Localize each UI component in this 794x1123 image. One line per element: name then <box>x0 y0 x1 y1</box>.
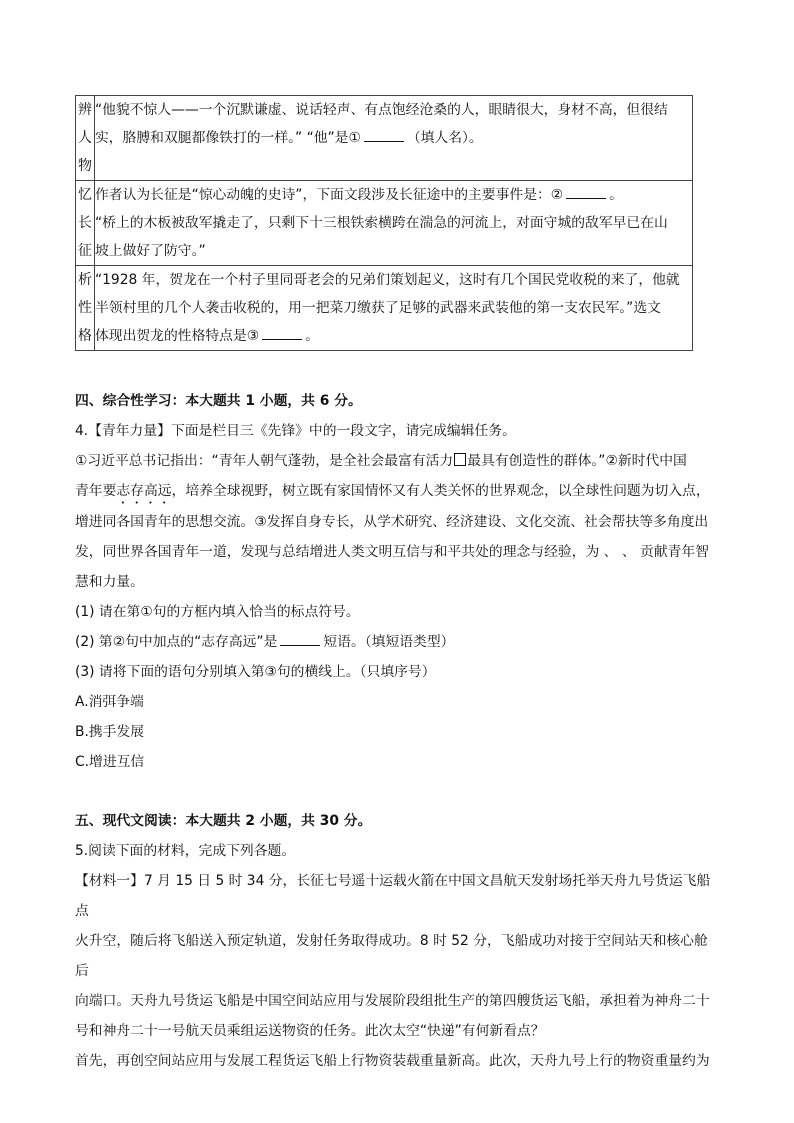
paragraph-line: 向端口。天舟九号货运飞船是中国空间站应用与发展阶段组批生产的第四艘货运飞船，承担着为神舟二十 <box>75 993 710 1009</box>
info-table <box>75 95 693 351</box>
answer-blank[interactable] <box>280 631 320 646</box>
option-c: C.增进互信 <box>75 754 145 770</box>
answer-blank[interactable] <box>364 127 404 142</box>
row-label: 忆 长 征 <box>76 181 95 266</box>
paragraph-line: 慧和力量。 <box>75 574 144 590</box>
sub-question: (3) 请将下面的语句分别填入第③句的横线上。（只填序号） <box>75 664 436 680</box>
paragraph-line: 发，同世界各国青年一道，发现与总结增进人类文明互信与和平共处的理念与经验，为 、 、 贡献青年智 <box>75 544 710 560</box>
paragraph-line: 增进同各国青年的思想交流。③发挥自身专长，从学术研究、经济建设、文化交流、社会帮扶等多角度出 <box>75 514 709 530</box>
paragraph-line: 【材料一】7 月 15 日 5 时 34 分，长征七号遥十运载火箭在中国文昌航天发射场托举天舟九号货运飞船点 <box>75 873 711 919</box>
section-5 <box>75 806 720 1076</box>
sub-question: (2) 第②句中加点的“志存高远”是 短语。（填短语类型） <box>75 627 720 657</box>
paragraph-line: 号和神舟二十一号航天员乘组运送物资的任务。此次太空“快递”有何新看点？ <box>75 1023 545 1039</box>
table-row <box>76 266 693 351</box>
row-label: 辨 人 物 <box>76 96 95 181</box>
paragraph-line: ①习近平总书记指出：“青年人朝气蓬勃，是全社会最富有活力 最具有创造性的群体。”②新时代中国 <box>75 453 687 469</box>
row-content: “1928 年，贺龙在一个村子里同哥老会的兄弟们策划起义，这时有几个国民党收税的来了，他就 半领村里的几个人袭击收税的，用一把菜刀缴获了足够的武器来武装他的第一支农民军。”选文 体现出贺龙的性格特点是③ 。 <box>95 266 693 351</box>
section-heading: 四、综合性学习：本大题共 1 小题，共 6 分。 <box>75 393 362 409</box>
row-content: “他貌不惊人——一个沉默谦虚、说话轻声、有点饱经沧桑的人，眼睛很大，身材不高，但很结 实，胳膊和双腿都像铁打的一样。” “他”是① （填人名）。 <box>95 96 693 181</box>
paragraph-line: 首先，再创空间站应用与发展工程货运飞船上行物资装载重量新高。此次，天舟九号上行的物资重量约为 <box>75 1053 710 1069</box>
answer-blank[interactable] <box>566 184 606 199</box>
question-intro: 5.阅读下面的材料，完成下列各题。 <box>75 843 296 859</box>
punctuation-box[interactable] <box>454 453 466 466</box>
option-a: A.消弭争端 <box>75 694 144 710</box>
paragraph-line: 青年要志存高远，培养全球视野，树立既有家国情怀又有人类关怀的世界观念，以全球性问题为切入点， <box>75 483 710 499</box>
option-b: B.携手发展 <box>75 724 145 740</box>
row-label: 析 性 格 <box>76 266 95 351</box>
section-heading: 五、现代文阅读：本大题共 2 小题，共 30 分。 <box>75 813 372 829</box>
question-intro: 4.【青年力量】下面是栏目三《先锋》中的一段文字，请完成编辑任务。 <box>75 423 516 439</box>
table-row <box>76 96 693 181</box>
paragraph-line: 火升空，随后将飞船送入预定轨道，发射任务取得成功。8 时 52 分，飞船成功对接于空间站天和核心舱后 <box>75 933 708 979</box>
sub-question: (1) 请在第①句的方框内填入恰当的标点符号。 <box>75 604 360 620</box>
dotted-phrase: 志存高远 <box>116 483 172 499</box>
answer-blank[interactable] <box>262 325 302 340</box>
table-row <box>76 181 693 266</box>
section-4 <box>75 386 720 777</box>
row-content: 作者认为长征是“惊心动魄的史诗”，下面文段涉及长征途中的主要事件是：② 。 “桥上的木板被敌军撬走了，只剩下十三根铁索横跨在湍急的河流上，对面守城的敌军早已在山 坡上做好了防守。” <box>95 181 693 266</box>
